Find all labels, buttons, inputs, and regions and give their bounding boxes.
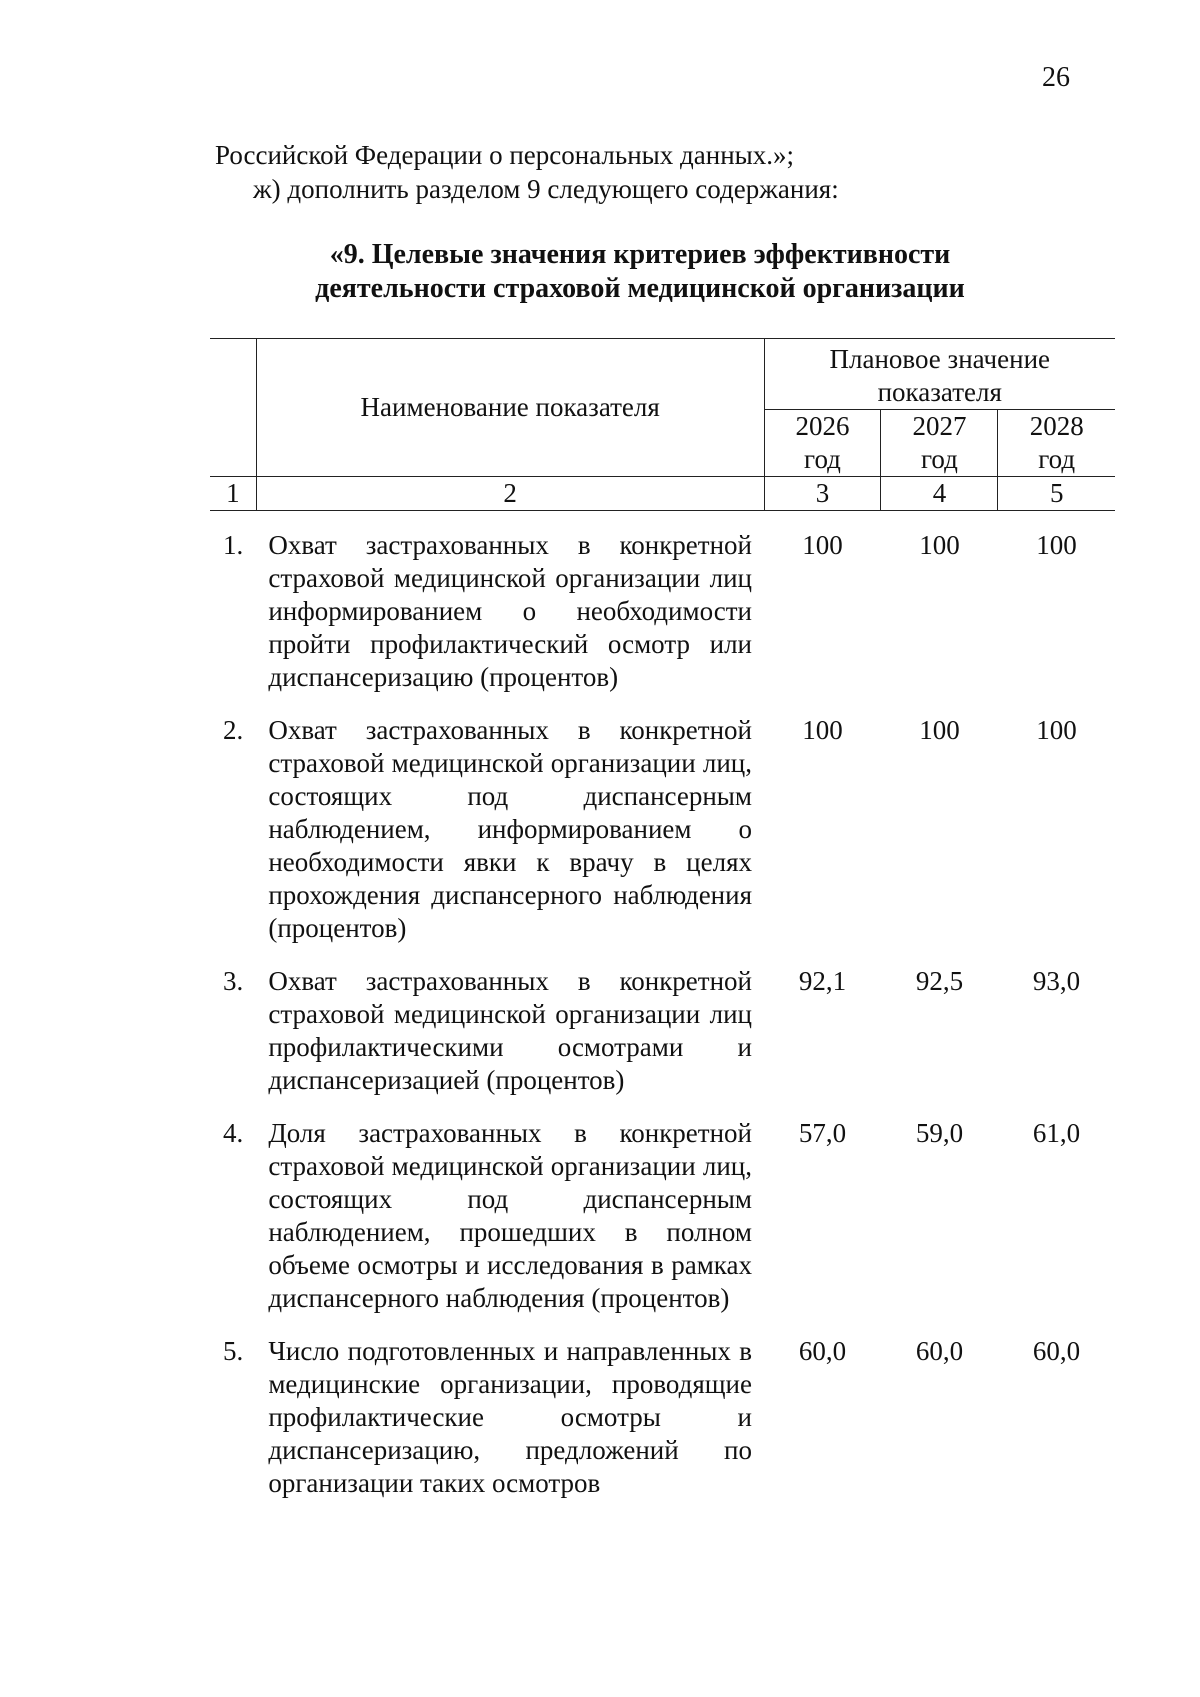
- section-title: [190, 238, 1090, 306]
- column-number: 1: [210, 477, 256, 511]
- header-year-unit: год: [921, 444, 958, 474]
- row-value-2026: 100: [802, 715, 843, 745]
- table-row: [210, 529, 1115, 714]
- row-value-2026: 92,1: [798, 966, 847, 996]
- row-name: Охват застрахованных в конкретной страховой медицинской организации лиц, состоящих под диспансерным наблюдением, информированием о необходимости явки к врачу в целях прохождения диспансерного наблюдения (процентов): [268, 715, 752, 943]
- header-plan-line-1: Плановое значение: [829, 344, 1050, 374]
- row-number: 4.: [223, 1118, 244, 1148]
- table-row: [210, 1117, 1115, 1335]
- header-year-value: 2026: [795, 411, 850, 441]
- row-value-2026: 60,0: [798, 1336, 847, 1366]
- column-numbers-row: [210, 477, 1115, 511]
- intro-line-1: Российской Федерации о персональных данных.»;: [215, 140, 795, 170]
- row-value-2026: 57,0: [798, 1118, 847, 1148]
- section-title-line-2: деятельности страховой медицинской организации: [315, 273, 965, 304]
- header-year-2026: [764, 410, 881, 477]
- header-year-2028: [998, 410, 1115, 477]
- column-number: 3: [764, 477, 881, 511]
- table-row: [210, 965, 1115, 1117]
- row-value-2028: 100: [1036, 530, 1077, 560]
- table-body: [210, 511, 1115, 1521]
- table-row: [210, 1335, 1115, 1520]
- row-value-2027: 100: [919, 530, 960, 560]
- row-name: Охват застрахованных в конкретной страховой медицинской организации лиц профилактическими осмотрами и диспансеризацией (процентов): [268, 966, 752, 1095]
- header-plan-line-2: показателя: [877, 377, 1002, 407]
- row-value-2028: 100: [1036, 715, 1077, 745]
- header-year-unit: год: [1038, 444, 1076, 474]
- row-name: Число подготовленных и направленных в медицинские организации, проводящие профилактические осмотры и диспансеризацию, предложений по организации таких осмотров: [268, 1336, 752, 1498]
- row-value-2028: 93,0: [1032, 966, 1081, 996]
- row-value-2027: 60,0: [915, 1336, 964, 1366]
- row-value-2027: 59,0: [915, 1118, 964, 1148]
- header-plan-cell: [764, 339, 1115, 410]
- row-number: 1.: [223, 530, 244, 560]
- row-number: 3.: [223, 966, 244, 996]
- row-value-2028: 60,0: [1032, 1336, 1081, 1366]
- table-row: [210, 714, 1115, 965]
- row-number: 2.: [223, 715, 244, 745]
- criteria-table: [210, 338, 1115, 1520]
- row-value-2028: 61,0: [1032, 1118, 1081, 1148]
- column-number: 4: [881, 477, 998, 511]
- section-title-line-1: «9. Целевые значения критериев эффективности: [329, 239, 951, 270]
- row-name: Доля застрахованных в конкретной страховой медицинской организации лиц, состоящих под диспансерным наблюдением, прошедших в полном объеме осмотры и исследования в рамках диспансерного наблюдения (процентов): [268, 1118, 752, 1313]
- row-value-2026: 100: [802, 530, 843, 560]
- row-value-2027: 100: [919, 715, 960, 745]
- row-number: 5.: [223, 1336, 244, 1366]
- header-year-value: 2028: [1029, 411, 1084, 441]
- header-year-unit: год: [804, 444, 841, 474]
- column-number: 5: [998, 477, 1115, 511]
- column-number: 2: [256, 477, 764, 511]
- table-header: [210, 339, 1115, 511]
- header-name-cell: [256, 339, 764, 477]
- row-name: Охват застрахованных в конкретной страховой медицинской организации лиц информированием о необходимости пройти профилактический осмотр или диспансеризацию (процентов): [268, 530, 752, 692]
- header-num-cell: [210, 339, 256, 477]
- header-year-2027: [881, 410, 998, 477]
- header-year-value: 2027: [912, 411, 967, 441]
- row-value-2027: 92,5: [915, 966, 964, 996]
- intro-text: [215, 138, 839, 206]
- page-number: 26: [1042, 62, 1070, 93]
- header-name-label: Наименование показателя: [360, 392, 660, 422]
- intro-line-2: ж) дополнить разделом 9 следующего содержания:: [253, 174, 839, 204]
